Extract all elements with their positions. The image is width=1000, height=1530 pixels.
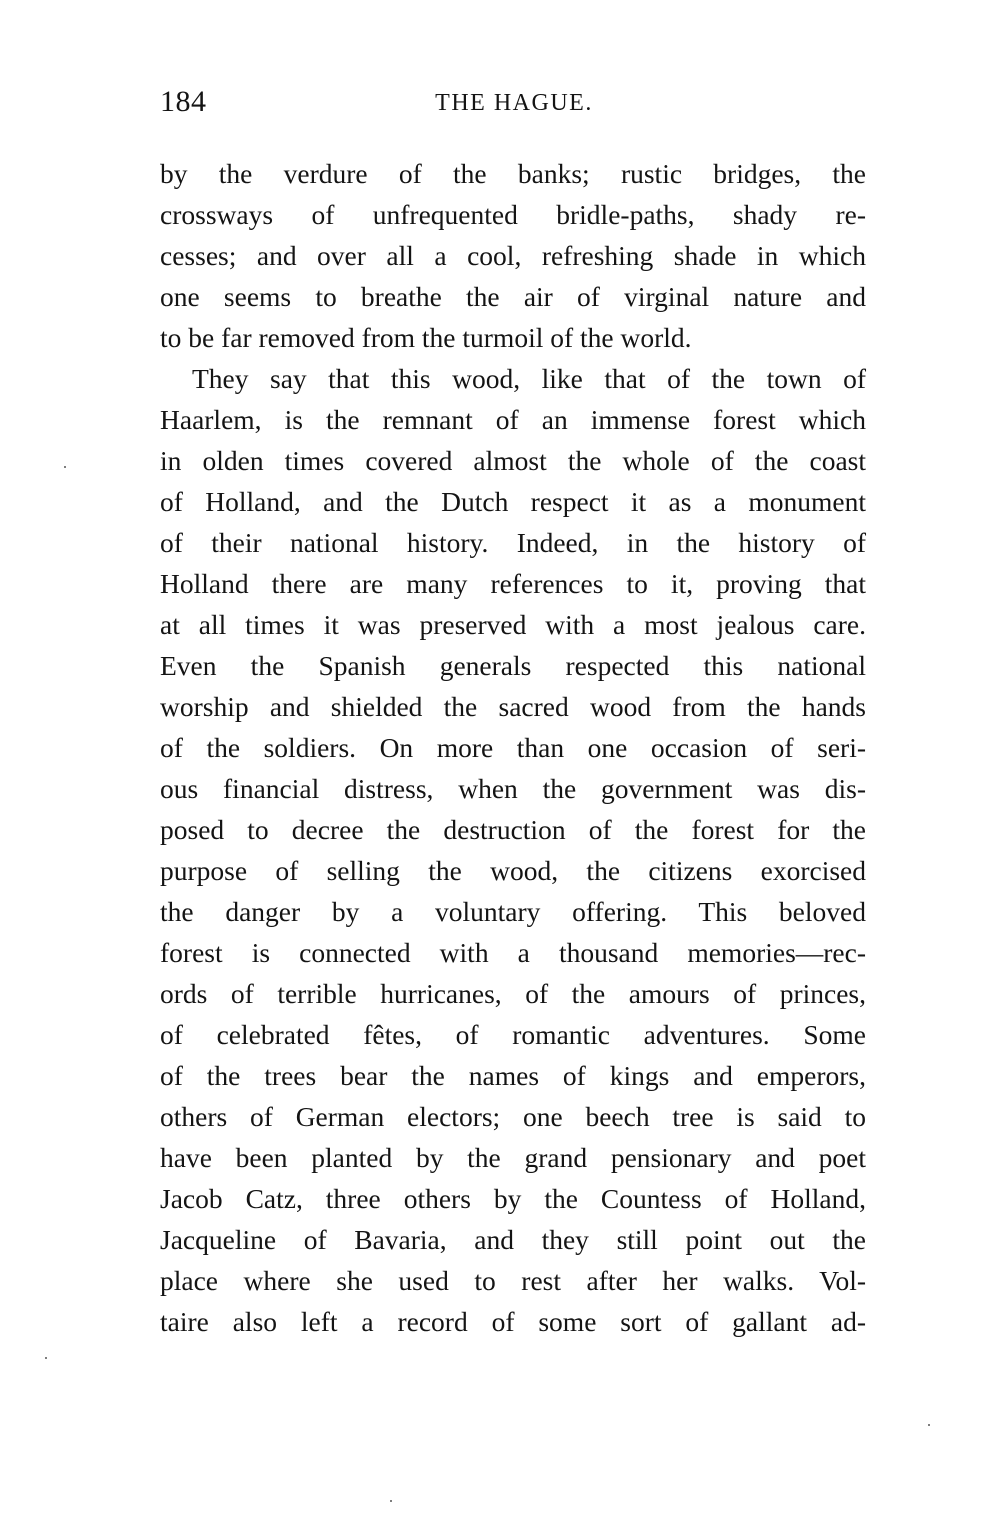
text-line: ords of terrible hurricanes, of the amours of princes, <box>160 978 866 1009</box>
text-line: worship and shielded the sacred wood from the hands <box>160 691 866 722</box>
text-line: of Holland, and the Dutch respect it as a monument <box>160 486 866 517</box>
text-line: one seems to breathe the air of virginal nature and <box>160 281 866 312</box>
text-line: posed to decree the destruction of the forest for the <box>160 814 866 845</box>
scan-speck <box>64 466 66 468</box>
text-line: of celebrated fêtes, of romantic adventures. Some <box>160 1019 866 1050</box>
scan-speck <box>928 1424 930 1426</box>
text-line: at all times it was preserved with a most jealous care. <box>160 609 866 640</box>
text-line: Haarlem, is the remnant of an immense forest which <box>160 404 866 435</box>
text-line: have been planted by the grand pensionary and poet <box>160 1142 866 1173</box>
text-line: Jacob Catz, three others by the Countess of Holland, <box>160 1183 866 1214</box>
paragraph-1 <box>160 153 866 358</box>
scan-speck <box>45 1357 47 1359</box>
text-line: purpose of selling the wood, the citizens exorcised <box>160 855 866 886</box>
text-line: cesses; and over all a cool, refreshing shade in which <box>160 240 866 271</box>
text-line: the danger by a voluntary offering. This beloved <box>160 896 866 927</box>
text-line: Even the Spanish generals respected this national <box>160 650 866 681</box>
text-line: They say that this wood, like that of the town of <box>192 363 866 394</box>
text-line: place where she used to rest after her walks. Vol- <box>160 1265 866 1296</box>
text-line: Holland there are many references to it, proving that <box>160 568 866 599</box>
text-line: ous financial distress, when the government was dis- <box>160 773 866 804</box>
text-line: to be far removed from the turmoil of the world. <box>160 322 692 353</box>
text-line: forest is connected with a thousand memories—rec- <box>160 937 866 968</box>
running-title: THE HAGUE. <box>435 90 593 116</box>
text-line: of the soldiers. On more than one occasion of seri- <box>160 732 866 763</box>
paragraph-2 <box>160 358 866 1342</box>
scan-speck <box>390 1500 392 1502</box>
body-text <box>160 153 866 1342</box>
text-line: Jacqueline of Bavaria, and they still point out the <box>160 1224 866 1255</box>
page-number: 184 <box>160 85 207 118</box>
text-line: of their national history. Indeed, in the history of <box>160 527 866 558</box>
text-line: of the trees bear the names of kings and emperors, <box>160 1060 866 1091</box>
text-line: crossways of unfrequented bridle-paths, shady re- <box>160 199 866 230</box>
text-line: taire also left a record of some sort of gallant ad- <box>160 1306 866 1337</box>
text-line: others of German electors; one beech tree is said to <box>160 1101 866 1132</box>
text-line: in olden times covered almost the whole of the coast <box>160 445 866 476</box>
text-line: by the verdure of the banks; rustic bridges, the <box>160 158 866 189</box>
